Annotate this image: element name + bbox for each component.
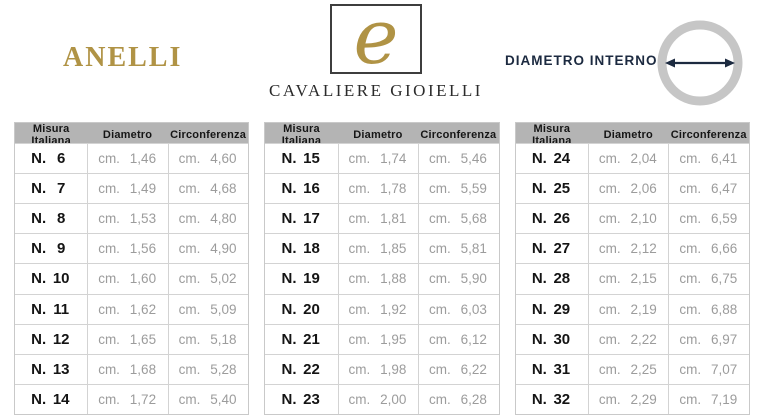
- size-cell: [516, 295, 588, 324]
- diameter-cell: [87, 174, 167, 203]
- measure-value: 7,19: [710, 391, 738, 407]
- measure-value: 5,18: [210, 331, 237, 347]
- table-row: [516, 354, 749, 384]
- size-prefix: N.: [281, 210, 297, 228]
- measure-value: 4,80: [210, 211, 237, 227]
- diameter-cell: [87, 325, 167, 354]
- diameter-cell: [338, 295, 418, 324]
- size-number: 23: [303, 390, 320, 408]
- table-body: [15, 143, 248, 414]
- measure-value: 6,97: [710, 331, 738, 347]
- circumference-cell: [418, 204, 498, 233]
- monogram-letter: e: [353, 0, 399, 81]
- diameter-cell: [588, 204, 668, 233]
- size-cell: [516, 234, 588, 263]
- size-cell: [265, 144, 337, 173]
- size-prefix: N.: [31, 390, 47, 408]
- table-row: [516, 233, 749, 263]
- size-cell: [516, 174, 588, 203]
- circumference-cell: [668, 264, 748, 293]
- diameter-cell: [588, 325, 668, 354]
- measure-value: 5,68: [460, 211, 487, 227]
- measure-value: 1,53: [129, 211, 157, 227]
- size-prefix: N.: [281, 240, 297, 258]
- diameter-cell: [338, 174, 418, 203]
- unit-label: cm.: [679, 181, 702, 197]
- unit-label: cm.: [679, 151, 702, 167]
- size-prefix: N.: [31, 330, 47, 348]
- measure-value: 4,60: [210, 151, 237, 167]
- circumference-cell: [418, 234, 498, 263]
- page-title: ANELLI: [63, 42, 183, 73]
- circumference-cell: [418, 144, 498, 173]
- size-prefix: N.: [281, 390, 297, 408]
- unit-label: cm.: [98, 211, 120, 227]
- table-body: [265, 143, 498, 414]
- measure-value: 1,68: [129, 361, 157, 377]
- unit-label: cm.: [679, 331, 702, 347]
- table-row: [516, 143, 749, 173]
- unit-label: cm.: [429, 391, 451, 407]
- size-cell: [265, 295, 337, 324]
- measure-value: 6,75: [710, 271, 738, 287]
- circumference-cell: [418, 325, 498, 354]
- measure-value: 5,90: [460, 271, 487, 287]
- measure-value: 5,09: [210, 301, 237, 317]
- unit-label: cm.: [98, 331, 120, 347]
- table-row: [265, 354, 498, 384]
- unit-label: cm.: [348, 271, 371, 287]
- unit-label: cm.: [598, 211, 621, 227]
- table-row: [265, 143, 498, 173]
- table-row: [265, 324, 498, 354]
- table-row: [265, 203, 498, 233]
- table-row: [516, 324, 749, 354]
- diameter-cell: [338, 144, 418, 173]
- size-number: 17: [303, 210, 320, 228]
- circumference-cell: [668, 174, 748, 203]
- unit-label: cm.: [98, 361, 120, 377]
- size-prefix: N.: [31, 360, 47, 378]
- unit-label: cm.: [679, 241, 702, 257]
- unit-label: cm.: [178, 331, 201, 347]
- unit-label: cm.: [598, 391, 621, 407]
- size-number: 7: [56, 180, 66, 198]
- unit-label: cm.: [348, 241, 371, 257]
- measure-value: 1,88: [380, 271, 407, 287]
- diameter-cell: [87, 385, 167, 414]
- column-header-diametro: Diametro: [603, 129, 653, 141]
- table-row: [15, 354, 248, 384]
- table-row: [516, 203, 749, 233]
- unit-label: cm.: [178, 391, 201, 407]
- measure-value: 1,49: [129, 181, 157, 197]
- unit-label: cm.: [178, 361, 201, 377]
- unit-label: cm.: [98, 241, 120, 257]
- measure-value: 6,41: [710, 151, 738, 167]
- table-row: [15, 324, 248, 354]
- circumference-cell: [418, 264, 498, 293]
- size-cell: [516, 325, 588, 354]
- size-cell: [15, 174, 87, 203]
- unit-label: cm.: [598, 151, 621, 167]
- column-header-diametro: Diametro: [102, 129, 153, 141]
- column-header-circonferenza: Circonferenza: [170, 129, 247, 141]
- diameter-cell: [588, 264, 668, 293]
- unit-label: cm.: [178, 151, 201, 167]
- measure-value: 5,46: [460, 151, 487, 167]
- size-prefix: N.: [531, 150, 547, 168]
- measure-value: 6,03: [460, 301, 487, 317]
- measure-value: 1,60: [129, 271, 157, 287]
- unit-label: cm.: [348, 361, 371, 377]
- size-number: 20: [303, 300, 320, 318]
- size-prefix: N.: [281, 270, 297, 288]
- diameter-cell: [338, 325, 418, 354]
- size-cell: [516, 355, 588, 384]
- size-number: 32: [553, 390, 571, 408]
- unit-label: cm.: [429, 211, 451, 227]
- column-header-misura: Misura Italiana: [281, 123, 322, 147]
- measure-value: 1,56: [129, 241, 157, 257]
- size-cell: [265, 204, 337, 233]
- brand-monogram-icon: [330, 0, 422, 81]
- size-prefix: N.: [281, 330, 297, 348]
- size-prefix: N.: [531, 300, 547, 318]
- size-prefix: N.: [531, 360, 547, 378]
- unit-label: cm.: [679, 301, 702, 317]
- unit-label: cm.: [98, 301, 120, 317]
- size-number: 13: [52, 360, 70, 378]
- size-table-3: [515, 122, 750, 415]
- diameter-cell: [338, 204, 418, 233]
- measure-value: 4,68: [210, 181, 237, 197]
- unit-label: cm.: [429, 271, 451, 287]
- size-prefix: N.: [531, 210, 547, 228]
- size-cell: [15, 325, 87, 354]
- size-prefix: N.: [281, 180, 297, 198]
- circumference-cell: [418, 295, 498, 324]
- circumference-cell: [418, 385, 498, 414]
- size-number: 19: [303, 270, 320, 288]
- measure-value: 5,02: [210, 271, 237, 287]
- size-cell: [15, 295, 87, 324]
- unit-label: cm.: [598, 301, 621, 317]
- table-row: [516, 294, 749, 324]
- measure-value: 2,19: [630, 301, 657, 317]
- column-header-diametro: Diametro: [353, 129, 403, 141]
- measure-value: 6,88: [710, 301, 738, 317]
- circumference-cell: [668, 325, 748, 354]
- diameter-cell: [338, 385, 418, 414]
- circumference-cell: [668, 144, 748, 173]
- circumference-cell: [668, 295, 748, 324]
- diameter-cell: [338, 355, 418, 384]
- size-number: 22: [303, 360, 320, 378]
- size-cell: [15, 264, 87, 293]
- size-number: 25: [553, 180, 571, 198]
- size-cell: [516, 385, 588, 414]
- size-cell: [265, 234, 337, 263]
- table-header-row: [265, 123, 498, 147]
- table-header-row: [516, 123, 749, 147]
- unit-label: cm.: [598, 361, 621, 377]
- size-prefix: N.: [531, 390, 547, 408]
- unit-label: cm.: [598, 331, 621, 347]
- size-cell: [265, 174, 337, 203]
- unit-label: cm.: [429, 301, 451, 317]
- unit-label: cm.: [348, 181, 371, 197]
- size-number: 6: [56, 150, 66, 168]
- measure-value: 1,65: [129, 331, 157, 347]
- size-prefix: N.: [281, 360, 297, 378]
- unit-label: cm.: [598, 271, 621, 287]
- size-cell: [265, 264, 337, 293]
- circumference-cell: [168, 385, 248, 414]
- inner-diameter-label: DIAMETRO INTERNO: [505, 53, 658, 68]
- diameter-cell: [87, 355, 167, 384]
- measure-value: 2,25: [630, 361, 657, 377]
- diameter-cell: [588, 144, 668, 173]
- measure-value: 2,04: [630, 151, 657, 167]
- measure-value: 7,07: [710, 361, 738, 377]
- size-prefix: N.: [531, 240, 547, 258]
- size-number: 29: [553, 300, 571, 318]
- measure-value: 4,90: [210, 241, 237, 257]
- circumference-cell: [168, 325, 248, 354]
- measure-value: 1,81: [380, 211, 407, 227]
- size-number: 9: [56, 240, 66, 258]
- unit-label: cm.: [348, 151, 371, 167]
- diameter-cell: [87, 295, 167, 324]
- ring-diameter-icon: [653, 16, 747, 110]
- unit-label: cm.: [348, 211, 371, 227]
- size-cell: [265, 385, 337, 414]
- measure-value: 5,40: [210, 391, 237, 407]
- measure-value: 1,85: [380, 241, 407, 257]
- size-number: 21: [303, 330, 320, 348]
- measure-value: 5,28: [210, 361, 237, 377]
- measure-value: 6,47: [710, 181, 738, 197]
- size-cell: [15, 204, 87, 233]
- size-number: 14: [52, 390, 70, 408]
- size-prefix: N.: [31, 300, 47, 318]
- unit-label: cm.: [178, 271, 201, 287]
- diameter-cell: [588, 385, 668, 414]
- table-row: [15, 143, 248, 173]
- size-prefix: N.: [531, 270, 547, 288]
- size-cell: [15, 355, 87, 384]
- diameter-cell: [338, 264, 418, 293]
- size-number: 16: [303, 180, 320, 198]
- size-prefix: N.: [531, 330, 547, 348]
- size-cell: [15, 234, 87, 263]
- table-row: [15, 173, 248, 203]
- diameter-cell: [588, 234, 668, 263]
- size-number: 11: [53, 300, 70, 318]
- size-cell: [516, 144, 588, 173]
- size-prefix: N.: [281, 150, 297, 168]
- column-header-circonferenza: Circonferenza: [420, 129, 497, 141]
- table-row: [516, 384, 749, 414]
- table-row: [265, 173, 498, 203]
- measure-value: 1,92: [380, 301, 407, 317]
- table-row: [265, 263, 498, 293]
- size-cell: [15, 385, 87, 414]
- measure-value: 6,66: [710, 241, 738, 257]
- unit-label: cm.: [429, 181, 451, 197]
- brand-name: CAVALIERE GIOIELLI: [269, 81, 483, 100]
- diameter-cell: [87, 144, 167, 173]
- column-header-misura: Misura Italiana: [31, 123, 71, 147]
- size-number: 27: [553, 240, 571, 258]
- size-number: 8: [56, 210, 66, 228]
- circumference-cell: [168, 234, 248, 263]
- circumference-cell: [168, 264, 248, 293]
- measure-value: 2,00: [380, 391, 407, 407]
- unit-label: cm.: [98, 271, 120, 287]
- table-header-row: [15, 123, 248, 147]
- table-row: [516, 263, 749, 293]
- unit-label: cm.: [348, 391, 371, 407]
- table-row: [15, 263, 248, 293]
- size-number: 12: [52, 330, 70, 348]
- measure-value: 2,06: [630, 181, 657, 197]
- size-number: 24: [553, 150, 571, 168]
- size-number: 10: [52, 270, 70, 288]
- size-number: 28: [553, 270, 571, 288]
- unit-label: cm.: [429, 151, 451, 167]
- unit-label: cm.: [429, 241, 451, 257]
- measure-value: 5,81: [460, 241, 487, 257]
- size-number: 18: [303, 240, 320, 258]
- measure-value: 1,74: [380, 151, 407, 167]
- size-number: 26: [553, 210, 571, 228]
- measure-value: 6,12: [460, 331, 487, 347]
- circumference-cell: [168, 295, 248, 324]
- unit-label: cm.: [679, 211, 702, 227]
- circumference-cell: [668, 385, 748, 414]
- size-prefix: N.: [31, 150, 47, 168]
- unit-label: cm.: [679, 361, 702, 377]
- circumference-cell: [168, 355, 248, 384]
- measure-value: 1,95: [380, 331, 407, 347]
- circumference-cell: [168, 174, 248, 203]
- circumference-cell: [418, 174, 498, 203]
- size-prefix: N.: [31, 240, 47, 258]
- unit-label: cm.: [429, 331, 451, 347]
- unit-label: cm.: [98, 181, 120, 197]
- diameter-cell: [588, 295, 668, 324]
- measure-value: 5,59: [460, 181, 487, 197]
- table-row: [265, 294, 498, 324]
- measure-value: 2,12: [630, 241, 657, 257]
- size-prefix: N.: [31, 210, 47, 228]
- size-number: 15: [303, 150, 320, 168]
- size-prefix: N.: [31, 180, 47, 198]
- size-prefix: N.: [281, 300, 297, 318]
- table-row: [15, 233, 248, 263]
- measure-value: 2,10: [630, 211, 657, 227]
- unit-label: cm.: [178, 241, 201, 257]
- unit-label: cm.: [178, 301, 201, 317]
- diameter-cell: [588, 174, 668, 203]
- circumference-cell: [168, 204, 248, 233]
- measure-value: 1,98: [380, 361, 407, 377]
- column-header-circonferenza: Circonferenza: [670, 129, 747, 141]
- table-row: [15, 294, 248, 324]
- size-cell: [265, 325, 337, 354]
- unit-label: cm.: [679, 271, 702, 287]
- circumference-cell: [418, 355, 498, 384]
- circumference-cell: [668, 204, 748, 233]
- unit-label: cm.: [348, 331, 371, 347]
- circumference-cell: [168, 144, 248, 173]
- measure-value: 2,29: [630, 391, 657, 407]
- unit-label: cm.: [598, 241, 621, 257]
- unit-label: cm.: [348, 301, 371, 317]
- circumference-cell: [668, 234, 748, 263]
- unit-label: cm.: [429, 361, 451, 377]
- diameter-cell: [87, 234, 167, 263]
- measure-value: 6,59: [710, 211, 738, 227]
- table-row: [265, 233, 498, 263]
- table-row: [265, 384, 498, 414]
- diameter-cell: [338, 234, 418, 263]
- size-number: 30: [553, 330, 571, 348]
- measure-value: 1,78: [380, 181, 407, 197]
- unit-label: cm.: [98, 151, 120, 167]
- measure-value: 2,22: [630, 331, 657, 347]
- table-row: [15, 203, 248, 233]
- size-prefix: N.: [531, 180, 547, 198]
- unit-label: cm.: [98, 391, 120, 407]
- size-cell: [516, 204, 588, 233]
- size-table-2: [264, 122, 499, 415]
- size-cell: [15, 144, 87, 173]
- unit-label: cm.: [598, 181, 621, 197]
- circumference-cell: [668, 355, 748, 384]
- measure-value: 6,22: [460, 361, 487, 377]
- measure-value: 6,28: [460, 391, 487, 407]
- size-cell: [516, 264, 588, 293]
- size-number: 31: [553, 360, 571, 378]
- size-prefix: N.: [31, 270, 47, 288]
- size-cell: [265, 355, 337, 384]
- table-row: [516, 173, 749, 203]
- unit-label: cm.: [679, 391, 702, 407]
- diameter-cell: [87, 264, 167, 293]
- diameter-cell: [588, 355, 668, 384]
- measure-value: 1,46: [129, 151, 157, 167]
- unit-label: cm.: [178, 211, 201, 227]
- measure-value: 1,62: [129, 301, 157, 317]
- size-table-1: [14, 122, 249, 415]
- measure-value: 1,72: [129, 391, 157, 407]
- table-row: [15, 384, 248, 414]
- unit-label: cm.: [178, 181, 201, 197]
- table-body: [516, 143, 749, 414]
- size-tables: [14, 122, 750, 415]
- column-header-misura: Misura Italiana: [532, 123, 572, 147]
- diameter-cell: [87, 204, 167, 233]
- measure-value: 2,15: [630, 271, 657, 287]
